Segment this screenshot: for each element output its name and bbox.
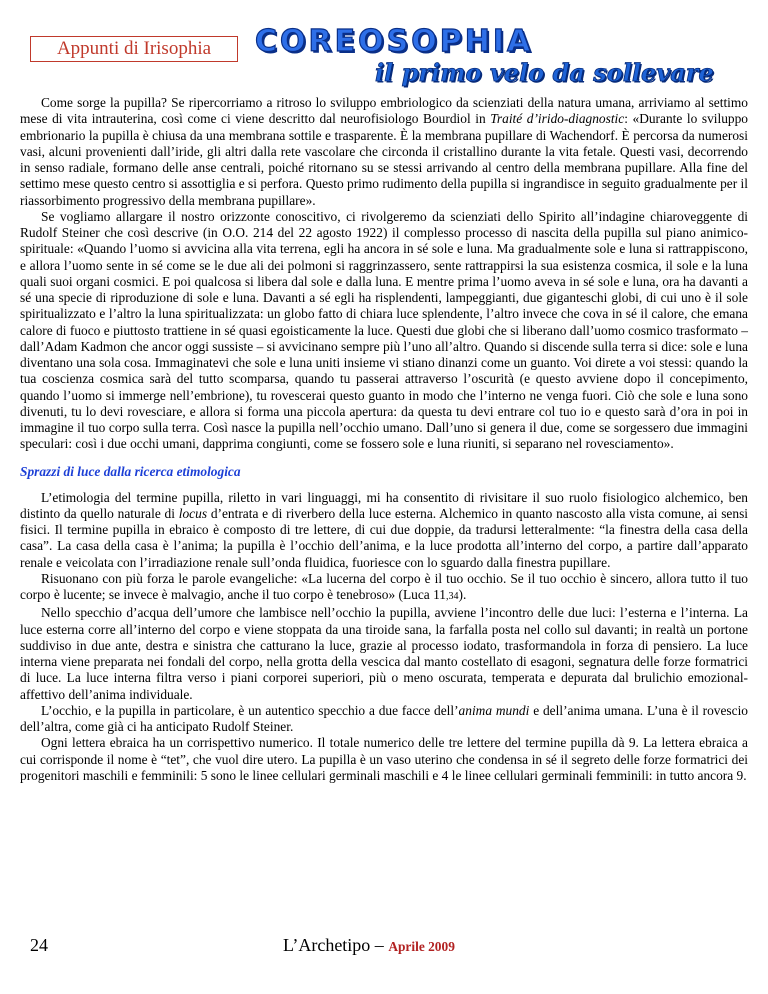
text-run: ). xyxy=(458,587,467,602)
text-run: Come sorge la pupilla? Se ripercorriamo a ritroso lo sviluppo embriologico da scienziati della natura umana, arriviamo al settimo mese di vita intrauterina, così come ci viene descritto dal neurofisiologo Bourdiol in xyxy=(20,95,748,127)
rubric-text: Appunti di Irisophia xyxy=(56,38,212,59)
text-run: Risuonano con più forza le parole evangeliche: «La lucerna del corpo è il tuo occhio. Se il tuo occhio è sincero, allora tutto il tuo corpo è lucente; se invece è malvagio, anche il tuo corpo è tenebroso» (Luca 11 xyxy=(20,570,748,602)
paragraph xyxy=(20,490,748,571)
text-run: d’entrata e di riverbero della luce esterna. Alchemico in quanto nascosto alla vista comune, ai sensi fisici. Il termine pupilla in ebraico è composto di tre lettere, di cui due doppie, da tradursi letteralmente: “la finestra della casa della casa”. La casa della casa è l’anima; la pupilla è l’occhio dell’anima, e la luce prodotta all’interno del corpo, a partire dall’apparato renale e veicolata con l’irradiazione renale sull’onda fluidica, fuoriesce con lo sguardo dalla finestra pupillare. xyxy=(20,505,748,570)
paragraph: Nello specchio d’acqua dell’umore che lambisce nell’occhio la pupilla, avviene l’incontro delle due luci: l’esterna e l’interna. La luce esterna corre all’interno del corpo e viene stoppata da una tiroide sana, la farfalla posta nel collo sul davanti; in realtà un portone suddiviso in due ante, destra e sinistra che catturano la luce, grazie al processo iodato, trasformandola in forza di pensiero. La luce interna viene preparata nei fondali del corpo, nella grotta della vescica dal manto costellato di esagoni, segnatura delle forze formatrici di luce. La luce interna filtra verso i piani corporei superiori, più o meno oscurata, temperata e depurata dal brulichio emozional-affettivo dell’anima individuale. xyxy=(20,605,748,702)
page-number: 24 xyxy=(30,935,48,955)
brand-title: COREOSOPHIA xyxy=(255,24,534,59)
paragraph: Se vogliamo allargare il nostro orizzonte conoscitivo, ci rivolgeremo da scienziati dello Spirito all’indagine chiaroveggente di Rudolf Steiner che così descrive (in O.O. 214 del 22 agosto 1922) il complesso processo di nascita della pupilla sul piano animico-spirituale: «Quando l’uomo si avvicina alla vita terrena, egli ha ancora in sé sole e luna. Ma gradualmente sole e luna si rattrappiscono, e allora l’uomo sente in sé come se le due ali dei polmoni si raggrinzassero, sente rattrappirsi la sua esistenza cosmica, il sole e la luna quali suoi organi cosmici. E poi qualcosa si libera dal sole e dalla luna. E mentre prima l’uomo aveva in sé sole e luna, ora ha davanti a sé una specie di riproduzione di sole e luna. Davanti a sé egli ha risplendenti, lampeggianti, due giganteschi globi, di cui uno è il sole spiritualizzato e l’altro la luna spiritualizzata: un globo fatto di chiara luce splendente, l’altro invece che cova in sé il calore, che emana calore di fuoco e piuttosto trattiene in sé quasi egoisticamente la luce. Questi due globi che si liberano dall’uomo cosmico trasformato – dall’Adam Kadmon che ancor oggi sussiste – si avvicinano sempre più l’uno all’altro. Quando si discende sulla terra si dice: sole e luna diventano una sola cosa. Immaginatevi che sole e luna uniti insieme vi stiano dinanzi come un guanto. Voi direte a voi stessi: quando la tua coscienza cosmica sarà del tutto scomparsa, quando tu passerai attraverso l’oscurità (e questo avviene dopo il concepimento, quando l’uomo si immerge nell’embrione), tu rovescerai questo guanto in modo che l’interno ne venga fuori. Ciò che sole e luna sono divenuti, tu lo devi rovesciare, e allora si forma una piccola apertura: da questa tu devi entrare col tuo io e questo sarà d’ora in poi in immagine il tuo corpo sulla terra. Così nasce la pupilla nell’occhio umano. Dall’uno si genera il due, come se sorgessero due immagini speculari: così i due occhi umani, dapprima congiunti, come se fossero sole e luna riuniti, si separano nel rovesciamento». xyxy=(20,208,748,452)
latin-term: locus xyxy=(178,505,208,521)
section-heading: Sprazzi di luce dalla ricerca etimologica xyxy=(20,463,241,479)
journal-title: L’Archetipo – xyxy=(283,935,389,955)
text-run: L’occhio, e la pupilla in particolare, è un autentico specchio a due facce dell’ xyxy=(41,702,459,718)
text-run: : «Durante lo sviluppo embrionario la pupilla è chiusa da una membrana sottile e trasparente. È la membrana pupillare di Wachendorf. È percorsa da numerosi vasi, alcuni provenienti dall’iride, gli altri dalla rete vascolare che circonda il cristallino durante la vita fetale. Questi vasi, decorrendo in senso radiale, formano delle anse centrali, poiché ritornano su se stessi arrivando al centro della membrana pupillare. Alla fine del settimo mese questo centro si assottiglia e si perfora. Questo primo rudimento della pupilla si ingrandisce in seguito gradualmente per il riassorbimento progressivo della membrana pupillare». xyxy=(20,111,748,208)
paragraph xyxy=(20,95,748,209)
latin-term: anima mundi xyxy=(458,702,530,718)
page-footer xyxy=(0,935,768,959)
brand-logo xyxy=(255,24,555,60)
journal-name xyxy=(283,935,455,956)
paragraph xyxy=(20,703,748,736)
brand-subtitle: il primo velo da sollevare xyxy=(375,58,714,87)
text-run: L’etimologia del termine pupilla, riletto in vari linguaggi, mi ha consentito di rivisitare il suo ruolo fisiologico alchemico, ben distinto da quello naturale di xyxy=(20,489,748,521)
article-body xyxy=(20,95,748,784)
text-run: e dell’anima umana. L’una è il rovescio dell’altra, come già ci ha anticipato Rudolf Steiner. xyxy=(20,702,748,734)
issue-date: Aprile 2009 xyxy=(388,939,455,954)
rubric-label xyxy=(30,36,238,62)
verse-ref: ,34 xyxy=(445,591,459,602)
paragraph xyxy=(20,571,748,606)
paragraph: Ogni lettera ebraica ha un corrispettivo numerico. Il totale numerico delle tre lettere del termine pupilla dà 9. La lettera ebraica a cui corrisponde il nome è “tet”, che vuol dire utero. La pupilla è un vaso uterino che condensa in sé il segreto delle forze formatrici dei progenitori maschili e femminili: 5 sono le linee cellulari germinali maschili e 4 le linee cellulari germinali femminili: in tutto ancora 9. xyxy=(20,735,748,783)
book-title: Traité d’irido-diagnostic xyxy=(490,111,625,127)
